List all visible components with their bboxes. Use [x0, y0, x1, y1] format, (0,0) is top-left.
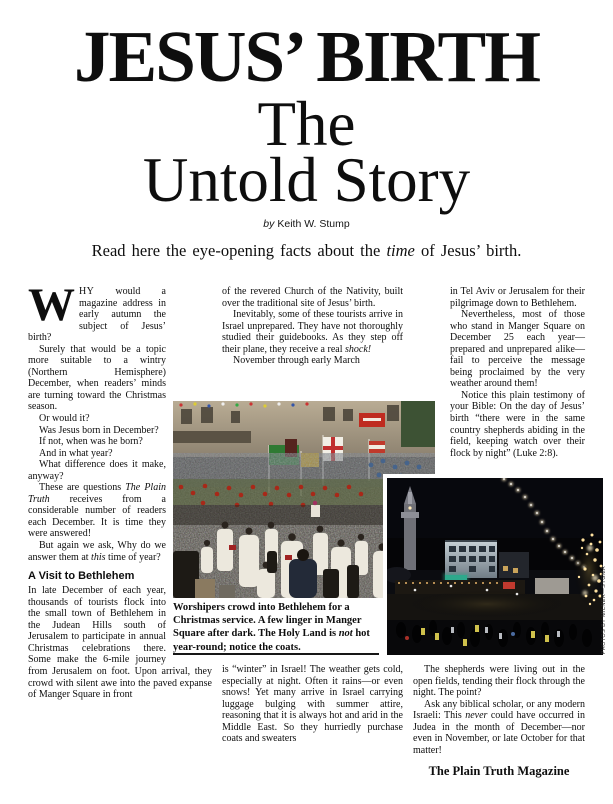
caption-rule: [173, 653, 379, 655]
paragraph: Or would it?: [39, 413, 90, 425]
lead-caps: HY: [79, 286, 95, 297]
photo-caption: Worshipers crowd into Bethlehem for a Christmas service. A few linger in Manger Square after dark. The Holy Land is not hot year-round; notice the coats.: [173, 602, 370, 653]
byline: [0, 218, 613, 230]
paragraph: November through early March: [233, 355, 360, 367]
paragraph: Nevertheless, most of those who stand in Manger Square on December 25 each year—prepared and unprepared alike—fail to perceive the message being proclaimed by the very weather around them!: [450, 309, 585, 390]
byline-prefix: by: [263, 218, 275, 230]
photo-night-manger-square: [383, 474, 603, 655]
paragraph: But again we ask, Why do we answer them at this time of year?: [28, 540, 166, 563]
paragraph: Notice this plain testimony of your Bible: On the day of Jesus’ birth “there were in the same country shepherds abiding in the field, keeping watch over their flock by night” (Luke 2:8).: [450, 389, 585, 459]
paragraph: Ask any biblical scholar, or any modern Israeli: This never could have occurred in Judea in the month of December—nor even in November, or late October for that matter!: [413, 698, 585, 756]
text-column-3-bottom: [413, 664, 585, 756]
drop-cap: W: [28, 279, 75, 331]
night-scene-image: [387, 478, 603, 655]
byline-author: Keith W. Stump: [277, 218, 350, 230]
magazine-name: The Plain Truth Magazine: [428, 764, 570, 778]
lead-paragraph: WHY would a magazine address in early autumn the subject of Jesus’ birth?: [28, 279, 166, 344]
text-column-2-top: [222, 286, 403, 367]
deck: Read here the eye-opening facts about the time of Jesus’ birth.: [91, 241, 522, 260]
article-title-line3: Untold Story: [142, 145, 471, 215]
paragraph: Was Jesus born in December?: [39, 424, 159, 436]
paragraph: The shepherds were living out in the open fields, tending their flock through the night. The point?: [413, 664, 585, 699]
text-column-2-bottom: [222, 664, 403, 745]
paragraph: Surely that would be a topic more suitable to a wintry (Northern Hemisphere) December, when readers’ minds are turning toward the Christmas season.: [28, 343, 166, 413]
paragraph: In late December of each year, thousands of tourists flock into the small town of Bethlehem in the Judean Hills south of Jerusalem to participate in annual Christmas celebrations there. Some make the 6-mile journey from Jerusalem on foot. Upon arrival, they crowd with silent awe into the paved expanse of Manger Square in front: [28, 585, 212, 701]
paragraph: is “winter” in Israel! The weather gets cold, especially at night. Often it rains—or even snows! Yet many arrive in Israel carrying luggage bulging with summer attire, reasoning that it is always hot and arid in the Middle East. So they hurriedly purchase coats and sweaters: [222, 664, 403, 745]
paragraph: in Tel Aviv or Jerusalem for their pilgrimage down to Bethlehem.: [450, 286, 585, 309]
section-heading: A Visit to Bethlehem: [28, 570, 135, 583]
paragraph: These are questions The Plain Truth receives from a considerable number of readers each December. It is time they were answered!: [28, 482, 166, 540]
paragraph: If not, when was he born?: [39, 436, 143, 448]
paragraph: Inevitably, some of these tourists arrive in Israel unprepared. They have not thoroughly studied their guidebooks. As they step off their plane, they receive a real shock!: [222, 309, 403, 355]
article-title-line2: The: [257, 89, 356, 159]
paragraph: of the revered Church of the Nativity, built over the traditional site of Jesus’ birth.: [222, 286, 403, 309]
paragraph: And in what year?: [39, 447, 113, 459]
photo-credit: PHOTOS BY MILNER—SYGMA: [601, 566, 607, 655]
article-title-line1: JESUS’ BIRTH: [74, 16, 539, 97]
paragraph: What difference does it make, anyway?: [28, 459, 166, 482]
